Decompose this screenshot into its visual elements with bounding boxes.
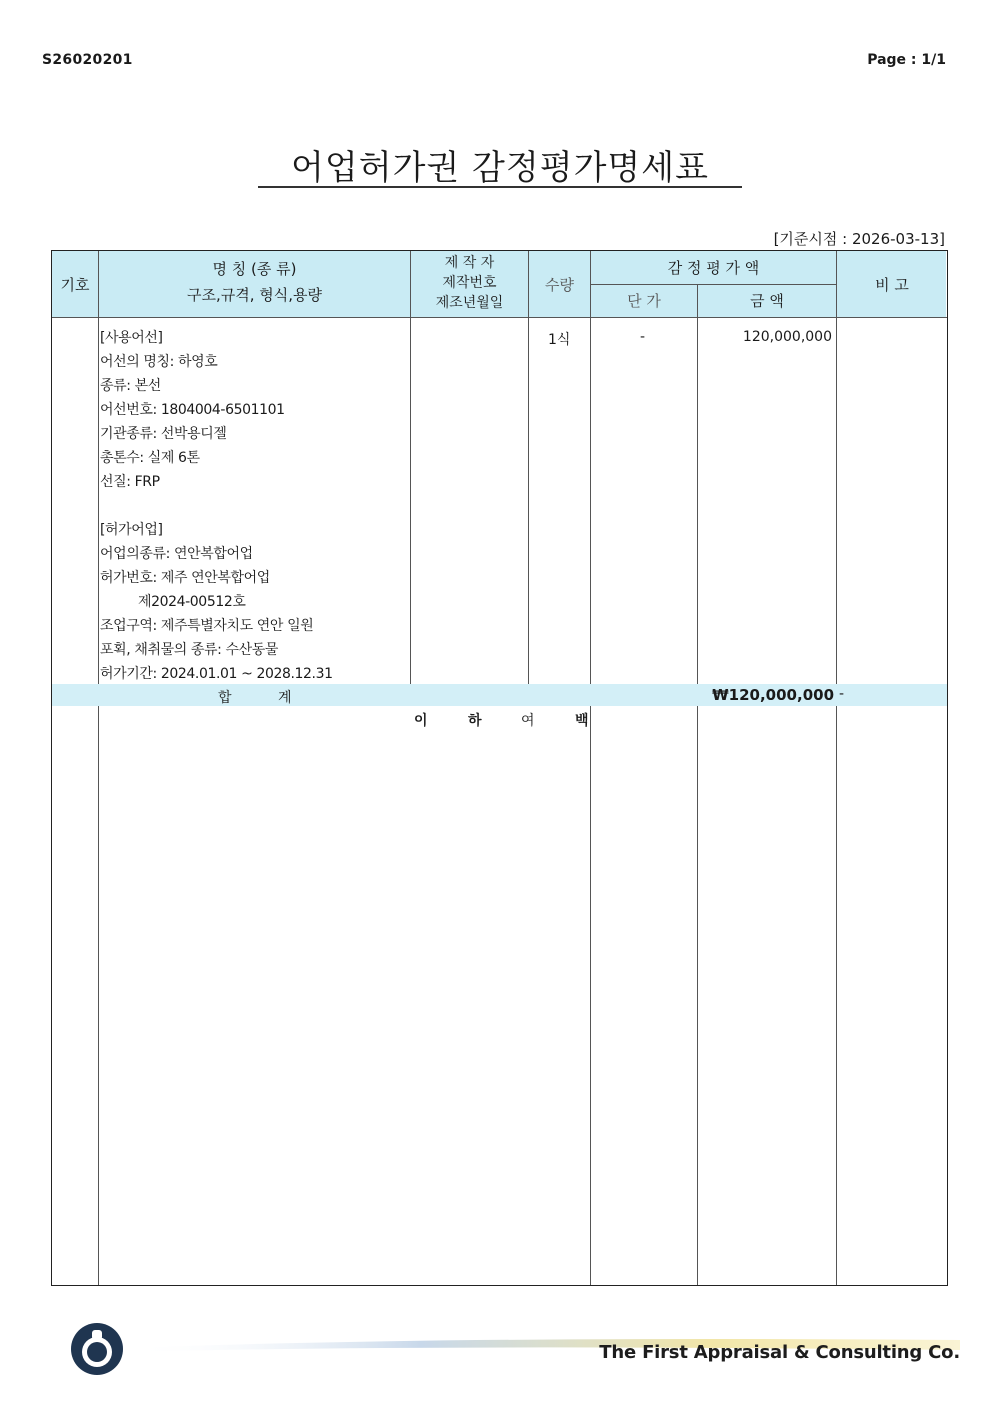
item-line: 어선의 명칭: 하영호	[100, 354, 218, 370]
item-line: 허가기간: 2024.01.01 ~ 2028.12.31	[100, 666, 333, 682]
col-divider	[410, 251, 411, 706]
col-divider	[528, 251, 529, 706]
item-line: 허가번호: 제주 연안복합어업	[100, 570, 270, 586]
col-divider	[697, 284, 698, 1285]
item-line: 기관종류: 선박용디젤	[100, 426, 227, 442]
item-line: 포획, 채취물의 종류: 수산동물	[100, 642, 279, 658]
col-divider	[98, 251, 99, 1285]
header-remarks: 비 고	[875, 275, 909, 294]
item-line: [사용어선]	[100, 330, 163, 346]
row-amount: 120,000,000	[742, 329, 832, 345]
blank-marker-3: 여	[521, 713, 535, 729]
item-line: 조업구역: 제주특별자치도 연안 일원	[100, 618, 314, 634]
title-underline	[258, 186, 742, 188]
blank-marker-1: 이	[414, 713, 428, 729]
col-divider	[590, 251, 591, 1285]
item-line: 총톤수: 실제 6톤	[100, 450, 200, 466]
item-line: 제2024-00512호	[138, 594, 246, 610]
header-appraisal-value: 감 정 평 가 액	[667, 259, 760, 277]
header-amount: 금 액	[750, 292, 784, 310]
row-quantity: 1식	[548, 332, 571, 348]
header-quantity: 수량	[545, 275, 574, 294]
blank-marker-4: 백	[575, 713, 589, 729]
item-line: 선질: FRP	[100, 474, 160, 490]
item-line: 어선번호: 1804004-6501101	[100, 402, 285, 418]
row-unit-price: -	[640, 329, 646, 345]
header-serial: 제작번호	[442, 274, 497, 291]
company-name: The First Appraisal & Consulting Co.	[599, 1342, 960, 1363]
company-logo-icon	[68, 1320, 126, 1378]
document-title: 어업허가권 감정평가명세표	[291, 148, 709, 188]
col-divider	[836, 251, 837, 1285]
row-divider	[52, 317, 947, 318]
header-maker: 제 작 자	[444, 254, 495, 271]
header-unit-price: 단 가	[627, 292, 661, 310]
item-line: 종류: 본선	[100, 378, 161, 394]
header-code: 기호	[60, 275, 90, 294]
item-spacer	[100, 494, 333, 518]
total-label-1: 합	[218, 690, 232, 706]
total-remark: -	[839, 686, 845, 702]
header-manufacture-date: 제조년월일	[435, 294, 504, 311]
base-date: [기준시점 : 2026-03-13]	[773, 230, 945, 248]
item-line: 어업의종류: 연안복합어업	[100, 546, 253, 562]
total-amount: ₩120,000,000	[712, 686, 834, 704]
item-line: [허가어업]	[100, 522, 163, 538]
document-id: S26020201	[42, 52, 133, 68]
item-description	[100, 326, 333, 686]
header-spec: 구조,규격, 형식,용량	[187, 286, 322, 304]
header-name: 명 칭 (종 류)	[212, 260, 297, 278]
total-label-2: 계	[278, 690, 292, 706]
blank-marker-2: 하	[468, 713, 482, 729]
page-number: Page : 1/1	[867, 52, 946, 68]
